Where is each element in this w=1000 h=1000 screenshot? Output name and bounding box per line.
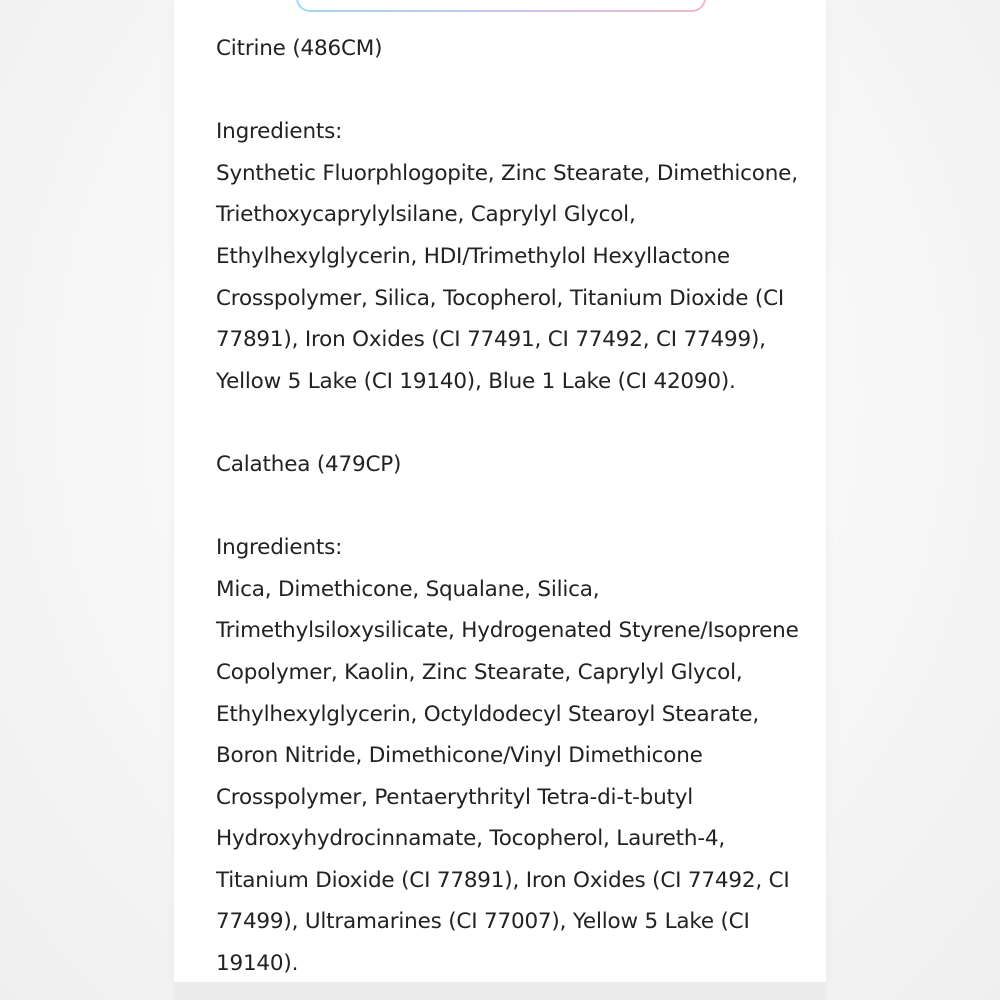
ingredient-line: Yellow 5 Lake (CI 19140), Blue 1 Lake (CI 42090). bbox=[216, 368, 736, 394]
spacer bbox=[216, 70, 816, 112]
ingredient-line: Hydroxyhydrocinnamate, Tocopherol, Laureth-4, bbox=[216, 826, 726, 852]
ingredient-line: Ethylhexylglycerin, HDI/Trimethylol Hexyllactone bbox=[216, 243, 730, 269]
ingredient-line: 77891), Iron Oxides (CI 77491, CI 77492, CI 77499), bbox=[216, 327, 766, 353]
shade-title-citrine: Citrine (486CM) bbox=[216, 36, 383, 61]
ingredient-line: Crosspolymer, Pentaerythrityl Tetra-di-t-butyl bbox=[216, 784, 694, 810]
spacer bbox=[216, 486, 816, 528]
spacer bbox=[216, 402, 816, 444]
ingredient-line: Copolymer, Kaolin, Zinc Stearate, Caprylyl Glycol, bbox=[216, 659, 743, 685]
ingredient-line: Mica, Dimethicone, Squalane, Silica, bbox=[216, 576, 600, 602]
gradient-outline-button[interactable] bbox=[296, 0, 706, 12]
bottom-edge bbox=[174, 982, 826, 1000]
product-description-panel bbox=[174, 0, 826, 982]
ingredient-line: 19140). bbox=[216, 951, 299, 977]
ingredient-line: Ethylhexylglycerin, Octyldodecyl Stearoyl Stearate, bbox=[216, 701, 759, 727]
ingredient-line: Titanium Dioxide (CI 77891), Iron Oxides (CI 77492, CI bbox=[216, 867, 790, 893]
ingredient-line: 77499), Ultramarines (CI 77007), Yellow 5 Lake (CI bbox=[216, 909, 750, 935]
shade-title-calathea: Calathea (479CP) bbox=[216, 451, 402, 477]
ingredients-label: Ingredients: bbox=[216, 535, 343, 561]
ingredient-line: Trimethylsiloxysilicate, Hydrogenated Styrene/Isoprene bbox=[216, 618, 799, 644]
ingredient-line: Synthetic Fluorphlogopite, Zinc Stearate, Dimethicone, bbox=[216, 160, 798, 186]
ingredients-text bbox=[216, 28, 816, 982]
ingredient-line: Triethoxycaprylylsilane, Caprylyl Glycol, bbox=[216, 202, 636, 228]
ingredient-line: Boron Nitride, Dimethicone/Vinyl Dimethicone bbox=[216, 743, 703, 769]
ingredients-label: Ingredients: bbox=[216, 119, 343, 145]
ingredient-line: Crosspolymer, Silica, Tocopherol, Titanium Dioxide (CI bbox=[216, 285, 785, 311]
